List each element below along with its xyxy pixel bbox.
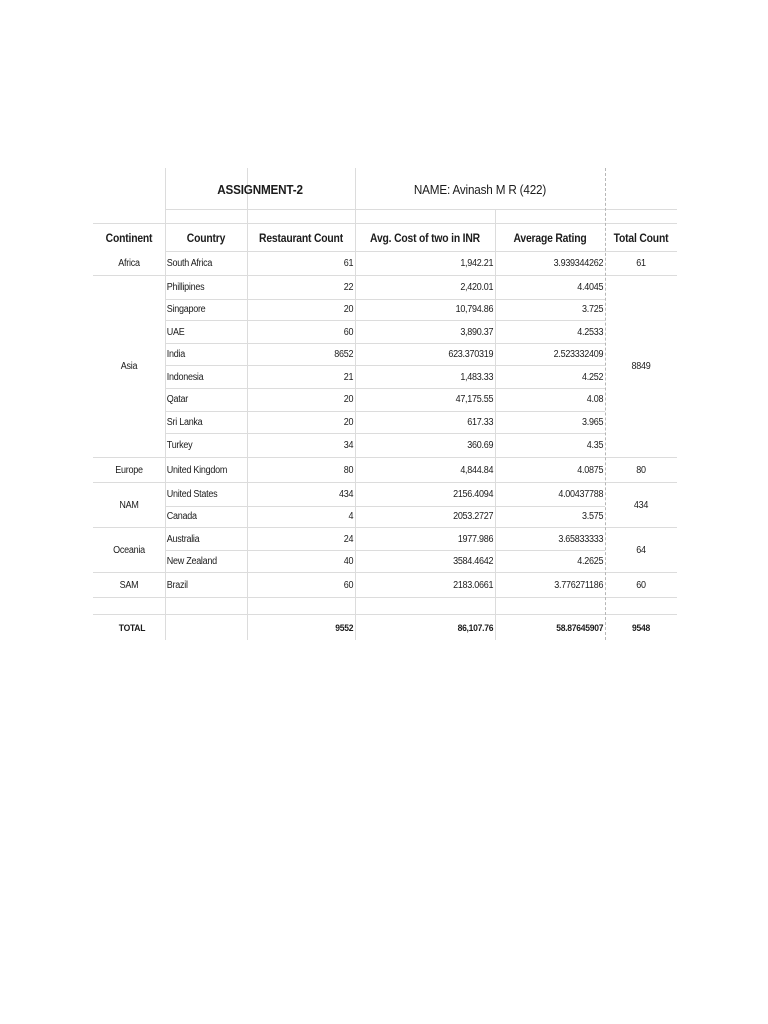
avg-cost-cell: 360.69 [467,440,494,451]
restaurant-count-cell: 40 [343,555,354,567]
restaurant-count-cell: 34 [343,440,354,451]
avg-cost-cell: 3584.4642 [453,555,494,567]
average-rating-cell: 4.35 [586,440,604,451]
avg-cost-cell: 3,890.37 [460,326,494,338]
continent-cell: NAM [119,499,139,511]
avg-cost-cell: 1977.986 [457,533,494,545]
country-cell: UAE [166,326,185,338]
restaurant-count-cell: 80 [343,464,354,476]
country-cell: Indonesia [166,371,204,383]
avg-cost-cell: 1,942.21 [460,258,494,269]
total-count-cell: 60 [636,579,646,591]
student-name: NAME: Avinash M R (422) [413,181,547,197]
average-rating-cell: 4.2533 [577,326,604,338]
restaurant-count-cell: 4 [348,511,354,522]
country-cell: Turkey [166,440,193,451]
total-count-cell: 80 [636,464,646,476]
header-total-count: Total Count [613,233,669,245]
total-restaurant-count: 9552 [335,622,354,634]
continent-cell: Europe [115,464,143,476]
average-rating-cell: 3.725 [582,304,604,315]
country-cell: Phillipines [166,282,205,293]
total-avg-cost: 86,107.76 [457,622,494,634]
avg-cost-cell: 47,175.55 [455,394,494,405]
restaurant-count-cell: 20 [343,394,354,405]
avg-cost-cell: 2053.2727 [453,511,494,522]
spreadsheet-table [93,168,677,640]
restaurant-count-cell: 60 [343,326,354,338]
total-total-count: 9548 [632,622,650,634]
country-cell: Qatar [166,394,188,405]
average-rating-cell: 4.252 [582,371,604,383]
country-cell: United Kingdom [166,464,228,476]
average-rating-cell: 4.4045 [577,282,604,293]
avg-cost-cell: 617.33 [467,416,494,428]
avg-cost-cell: 2183.0661 [453,579,494,591]
total-label: TOTAL [118,622,146,634]
average-rating-cell: 4.00437788 [558,489,604,500]
country-cell: Sri Lanka [166,416,203,428]
restaurant-count-cell: 61 [343,258,354,269]
country-cell: Canada [166,511,197,522]
total-count-cell: 434 [633,499,649,511]
header-country: Country [186,233,226,245]
continent-cell: Asia [120,361,138,372]
avg-cost-cell: 2,420.01 [460,282,494,293]
continent-cell: Africa [118,258,140,269]
average-rating-cell: 3.65833333 [558,533,604,545]
total-count-cell: 8849 [631,361,651,372]
country-cell: New Zealand [166,555,217,567]
average-rating-cell: 3.939344262 [553,258,604,269]
header-restaurant-count: Restaurant Count [259,233,343,245]
average-rating-cell: 3.575 [582,511,604,522]
continent-cell: SAM [119,579,139,591]
average-rating-cell: 4.0875 [577,464,604,476]
total-count-cell: 61 [636,258,646,269]
country-cell: Singapore [166,304,206,315]
restaurant-count-cell: 21 [343,371,354,383]
avg-cost-cell: 2156.4094 [453,489,494,500]
restaurant-count-cell: 22 [343,282,354,293]
total-count-cell: 64 [636,544,646,556]
country-cell: Brazil [166,579,188,591]
country-cell: India [166,348,185,360]
continent-cell: Oceania [113,544,145,556]
assignment-title: ASSIGNMENT-2 [217,181,303,197]
header-average-rating: Average Rating [513,233,587,245]
restaurant-count-cell: 434 [338,489,354,500]
avg-cost-cell: 1,483.33 [460,371,494,383]
average-rating-cell: 2.523332409 [553,348,604,360]
avg-cost-cell: 623.370319 [448,348,494,360]
average-rating-cell: 4.08 [586,394,604,405]
total-average-rating: 58.87645907 [556,622,604,634]
average-rating-cell: 4.2625 [577,555,604,567]
country-cell: United States [166,489,218,500]
header-continent: Continent [105,233,153,245]
avg-cost-cell: 10,794.86 [455,304,494,315]
country-cell: Australia [166,533,200,545]
restaurant-count-cell: 24 [343,533,354,545]
restaurant-count-cell: 20 [343,304,354,315]
restaurant-count-cell: 60 [343,579,354,591]
avg-cost-cell: 4,844.84 [460,464,494,476]
average-rating-cell: 3.776271186 [554,579,604,591]
average-rating-cell: 3.965 [582,416,604,428]
header-avg-cost: Avg. Cost of two in INR [370,233,480,245]
country-cell: South Africa [166,258,213,269]
restaurant-count-cell: 20 [343,416,354,428]
restaurant-count-cell: 8652 [334,348,354,360]
